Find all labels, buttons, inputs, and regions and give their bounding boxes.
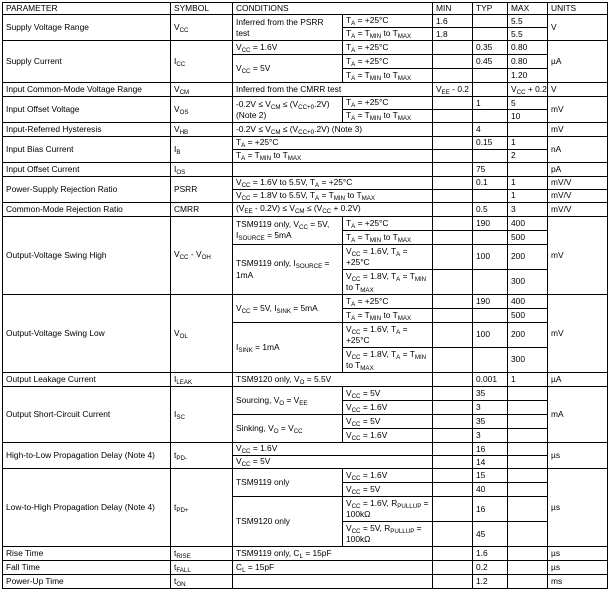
- cell-condition: [233, 575, 433, 589]
- cell-subcondition: $T_A = T_{MIN}$ to $T_{MAX}$: [343, 230, 433, 244]
- header-max: MAX: [508, 3, 548, 15]
- cell-parameter: Rise Time: [3, 547, 171, 561]
- cell-min: [433, 429, 473, 443]
- cell-max: 500: [508, 309, 548, 323]
- cell-max: [508, 401, 548, 415]
- table-row: [3, 41, 608, 55]
- cell-subcondition: $T_A = +25^\circ C$: [343, 97, 433, 110]
- cell-typ: 40: [473, 483, 508, 497]
- cell-units: V: [548, 15, 608, 41]
- cell-typ: 15: [473, 469, 508, 483]
- table-row: [3, 83, 608, 97]
- cell-max: [508, 547, 548, 561]
- cell-typ: [473, 15, 508, 28]
- cell-condition: $V_{CC} = 1.8V$ to 5.5V, $T_A = T_{MIN}$ to $T_{MAX}$: [233, 189, 433, 202]
- cell-condition: TSM9119 only, $C_L = 15pF$: [233, 547, 433, 561]
- cell-min: 1.6: [433, 15, 473, 28]
- cell-min: [433, 202, 473, 216]
- cell-typ: [473, 189, 508, 202]
- cell-units: ms: [548, 575, 608, 589]
- cell-typ: 1: [473, 97, 508, 110]
- cell-symbol: $V_{OS}$: [171, 97, 233, 123]
- cell-min: [433, 575, 473, 589]
- header-min: MIN: [433, 3, 473, 15]
- cell-condition: Sinking, $V_O = V_{CC}$: [233, 415, 343, 443]
- cell-subcondition: $T_A = T_{MIN}$ to $T_{MAX}$: [343, 69, 433, 83]
- cell-symbol: $I_{LEAK}$: [171, 373, 233, 387]
- cell-units: µs: [548, 561, 608, 575]
- cell-units: µs: [548, 443, 608, 469]
- cell-typ: 1.6: [473, 547, 508, 561]
- cell-typ: [473, 230, 508, 244]
- cell-max: 2: [508, 150, 548, 163]
- table-row: [3, 469, 608, 483]
- cell-typ: 100: [473, 244, 508, 269]
- cell-subcondition: $V_{CC} = 1.8V$, $T_A = T_{MIN}$ to $T_{MAX}$: [343, 269, 433, 294]
- cell-min: [433, 69, 473, 83]
- cell-subcondition: $V_{CC} = 5V$: [343, 483, 433, 497]
- header-symbol: SYMBOL: [171, 3, 233, 15]
- header-conditions: CONDITIONS: [233, 3, 433, 15]
- cell-parameter: Output-Voltage Swing Low: [3, 295, 171, 373]
- cell-min: [433, 230, 473, 244]
- cell-subcondition: $T_A = T_{MIN}$ to $T_{MAX}$: [233, 150, 433, 163]
- cell-symbol: $I_{OS}$: [171, 163, 233, 177]
- cell-parameter: Low-to-High Propagation Delay (Note 4): [3, 469, 171, 547]
- cell-subcondition: $T_A = +25^\circ C$: [343, 295, 433, 309]
- cell-max: [508, 163, 548, 177]
- cell-min: [433, 97, 473, 110]
- cell-subcondition: $V_{CC} = 1.6V$, $T_A = +25^\circ C$: [343, 323, 433, 348]
- cell-min: [433, 176, 473, 189]
- cell-max: 1.20: [508, 69, 548, 83]
- cell-symbol: $I_{SC}$: [171, 387, 233, 443]
- cell-units: V: [548, 83, 608, 97]
- table-row: [3, 216, 608, 230]
- table-row: [3, 373, 608, 387]
- cell-parameter: Supply Voltage Range: [3, 15, 171, 41]
- cell-parameter: Input Common-Mode Voltage Range: [3, 83, 171, 97]
- table-row: [3, 15, 608, 28]
- cell-parameter: Output-Voltage Swing High: [3, 216, 171, 294]
- cell-min: [433, 137, 473, 150]
- cell-max: 5.5: [508, 28, 548, 41]
- cell-typ: 16: [473, 497, 508, 522]
- cell-subcondition: $V_{CC} = 5V$: [343, 387, 433, 401]
- cell-subcondition: $V_{CC} = 5V$: [233, 456, 433, 469]
- cell-symbol: $I_{CC}$: [171, 41, 233, 83]
- cell-condition: TSM9119 only, $V_{CC} = 5V$, $I_{SOURCE} = 5mA$: [233, 216, 343, 244]
- cell-subcondition: $T_A = T_{MIN}$ to $T_{MAX}$: [343, 28, 433, 41]
- table-row: [3, 575, 608, 589]
- cell-condition: $(V_{EE} - 0.2V) \le V_{CM} \le (V_{CC} + 0.2V)$: [233, 202, 433, 216]
- table-row: [3, 443, 608, 456]
- cell-max: $V_{CC} + 0.2$: [508, 83, 548, 97]
- table-row: [3, 387, 608, 401]
- cell-symbol: $t_{ON}$: [171, 575, 233, 589]
- cell-symbol: $V_{OL}$: [171, 295, 233, 373]
- cell-condition: $V_{CC} = 5V$: [233, 55, 343, 83]
- cell-typ: 0.15: [473, 137, 508, 150]
- cell-units: mV/V: [548, 189, 608, 202]
- cell-typ: [473, 83, 508, 97]
- cell-min: [433, 387, 473, 401]
- table-row: [3, 97, 608, 110]
- cell-min: [433, 469, 473, 483]
- cell-condition: $-0.2V \le V_{CM} \le (V_{CC+0}.2V)$ (Note 2): [233, 97, 343, 123]
- cell-parameter: Fall Time: [3, 561, 171, 575]
- cell-parameter: Input Offset Current: [3, 163, 171, 177]
- cell-symbol: $t_{PD+}$: [171, 469, 233, 547]
- table-body: [3, 3, 608, 589]
- cell-min: [433, 373, 473, 387]
- cell-min: [433, 561, 473, 575]
- cell-min: [433, 110, 473, 123]
- cell-typ: [473, 269, 508, 294]
- cell-typ: 75: [473, 163, 508, 177]
- cell-max: [508, 456, 548, 469]
- cell-units: mV: [548, 123, 608, 137]
- cell-max: [508, 387, 548, 401]
- cell-subcondition: $T_A = +25^\circ C$: [343, 55, 433, 69]
- cell-condition: TSM9120 only, $V_O = 5.5V$: [233, 373, 433, 387]
- cell-parameter: Input Bias Current: [3, 137, 171, 163]
- cell-units: µs: [548, 547, 608, 561]
- cell-max: 400: [508, 216, 548, 230]
- cell-typ: 35: [473, 387, 508, 401]
- table-row: [3, 123, 608, 137]
- table-row: [3, 137, 608, 150]
- cell-max: 500: [508, 230, 548, 244]
- cell-condition: $C_L = 15pF$: [233, 561, 433, 575]
- cell-typ: 0.1: [473, 176, 508, 189]
- cell-min: [433, 522, 473, 547]
- cell-subcondition: $T_A = +25^\circ C$: [343, 15, 433, 28]
- cell-max: [508, 469, 548, 483]
- cell-typ: 190: [473, 216, 508, 230]
- cell-min: [433, 309, 473, 323]
- cell-max: 300: [508, 269, 548, 294]
- cell-min: [433, 415, 473, 429]
- cell-min: [433, 150, 473, 163]
- cell-subcondition: $V_{CC} = 1.6V$, $R_{PULLUP} = 100k\Omega$: [343, 497, 433, 522]
- cell-parameter: Output Leakage Current: [3, 373, 171, 387]
- cell-max: 10: [508, 110, 548, 123]
- cell-condition: Inferred from the PSRR test: [233, 15, 343, 41]
- cell-typ: [473, 69, 508, 83]
- cell-typ: 190: [473, 295, 508, 309]
- cell-typ: 45: [473, 522, 508, 547]
- cell-min: [433, 216, 473, 230]
- cell-max: [508, 415, 548, 429]
- cell-max: 5.5: [508, 15, 548, 28]
- cell-parameter: Power-Supply Rejection Ratio: [3, 176, 171, 202]
- cell-typ: [473, 28, 508, 41]
- cell-subcondition: $T_A = +25^\circ C$: [233, 137, 433, 150]
- cell-units: µA: [548, 41, 608, 83]
- cell-min: [433, 41, 473, 55]
- cell-max: [508, 429, 548, 443]
- cell-typ: [473, 309, 508, 323]
- cell-subcondition: $V_{CC} = 1.6V$, $T_A = +25^\circ C$: [343, 244, 433, 269]
- cell-symbol: CMRR: [171, 202, 233, 216]
- cell-typ: 100: [473, 323, 508, 348]
- cell-condition: Sourcing, $V_O = V_{EE}$: [233, 387, 343, 415]
- cell-min: [433, 456, 473, 469]
- cell-parameter: High-to-Low Propagation Delay (Note 4): [3, 443, 171, 469]
- cell-min: [433, 163, 473, 177]
- cell-subcondition: $V_{CC} = 5V$: [343, 415, 433, 429]
- cell-typ: 0.35: [473, 41, 508, 55]
- cell-max: [508, 561, 548, 575]
- cell-condition: Inferred from the CMRR test: [233, 83, 433, 97]
- cell-min: [433, 497, 473, 522]
- cell-max: 0.80: [508, 55, 548, 69]
- cell-subcondition: $V_{CC} = 5V$, $R_{PULLUP} = 100k\Omega$: [343, 522, 433, 547]
- cell-symbol: $V_{CM}$: [171, 83, 233, 97]
- cell-max: 1: [508, 176, 548, 189]
- cell-max: 200: [508, 244, 548, 269]
- cell-symbol: $t_{FALL}$: [171, 561, 233, 575]
- cell-subcondition: $T_A = T_{MIN}$ to $T_{MAX}$: [343, 309, 433, 323]
- cell-typ: 3: [473, 401, 508, 415]
- cell-symbol: $V_{CC}$: [171, 15, 233, 41]
- table-row: [3, 547, 608, 561]
- cell-condition: $V_{CC} = 5V$, $I_{SINK} = 5mA$: [233, 295, 343, 323]
- cell-subcondition: $V_{CC} = 1.6V$: [343, 429, 433, 443]
- cell-condition: TSM9119 only, $I_{SOURCE} = 1mA$: [233, 244, 343, 294]
- cell-units: pA: [548, 163, 608, 177]
- cell-units: mA: [548, 387, 608, 443]
- cell-subcondition: $V_{CC} = 1.6V$: [343, 401, 433, 415]
- cell-condition: $V_{CC} = 1.6V$: [233, 41, 343, 55]
- cell-parameter: Supply Current: [3, 41, 171, 83]
- cell-typ: 3: [473, 429, 508, 443]
- cell-subcondition: $T_A = +25^\circ C$: [343, 41, 433, 55]
- cell-typ: [473, 150, 508, 163]
- cell-typ: 0.45: [473, 55, 508, 69]
- cell-min: [433, 123, 473, 137]
- cell-typ: 0.2: [473, 561, 508, 575]
- cell-symbol: PSRR: [171, 176, 233, 202]
- cell-max: [508, 497, 548, 522]
- cell-max: [508, 443, 548, 456]
- cell-subcondition: $T_A = +25^\circ C$: [343, 216, 433, 230]
- cell-units: mV/V: [548, 202, 608, 216]
- cell-min: 1.8: [433, 28, 473, 41]
- cell-parameter: Input-Referred Hysteresis: [3, 123, 171, 137]
- table-row: [3, 295, 608, 309]
- cell-symbol: $t_{PD-}$: [171, 443, 233, 469]
- cell-units: µA: [548, 373, 608, 387]
- cell-units: mV: [548, 97, 608, 123]
- cell-condition: [233, 163, 433, 177]
- electrical-characteristics-table: [2, 2, 608, 589]
- cell-min: [433, 348, 473, 373]
- cell-min: $V_{EE} - 0.2$: [433, 83, 473, 97]
- cell-typ: [473, 348, 508, 373]
- cell-subcondition: $T_A = T_{MIN}$ to $T_{MAX}$: [343, 110, 433, 123]
- cell-parameter: Power-Up Time: [3, 575, 171, 589]
- cell-max: 0.80: [508, 41, 548, 55]
- table-row: [3, 561, 608, 575]
- cell-subcondition: $V_{CC} = 1.6V$: [343, 469, 433, 483]
- cell-symbol: $I_B$: [171, 137, 233, 163]
- cell-max: [508, 575, 548, 589]
- cell-max: 400: [508, 295, 548, 309]
- cell-typ: 1.2: [473, 575, 508, 589]
- cell-min: [433, 401, 473, 415]
- header-units: UNITS: [548, 3, 608, 15]
- cell-min: [433, 189, 473, 202]
- cell-condition: TSM9120 only: [233, 497, 343, 547]
- cell-typ: 4: [473, 123, 508, 137]
- cell-max: [508, 483, 548, 497]
- cell-symbol: $V_{CC} - V_{OH}$: [171, 216, 233, 294]
- cell-condition: TSM9119 only: [233, 469, 343, 497]
- header-typ: TYP: [473, 3, 508, 15]
- table-row: [3, 176, 608, 189]
- cell-max: 200: [508, 323, 548, 348]
- cell-typ: 35: [473, 415, 508, 429]
- cell-symbol: $V_{HB}$: [171, 123, 233, 137]
- header-parameter: PARAMETER: [3, 3, 171, 15]
- cell-parameter: Common-Mode Rejection Ratio: [3, 202, 171, 216]
- cell-max: 1: [508, 189, 548, 202]
- cell-min: [433, 547, 473, 561]
- cell-max: 1: [508, 373, 548, 387]
- cell-condition: $-0.2V \le V_{CM} \le (V_{CC+0}.2V)$ (Note 3): [233, 123, 433, 137]
- cell-min: [433, 55, 473, 69]
- table-row: [3, 202, 608, 216]
- cell-max: 300: [508, 348, 548, 373]
- cell-parameter: Input Offset Voltage: [3, 97, 171, 123]
- cell-units: mV: [548, 295, 608, 373]
- cell-subcondition: $V_{CC} = 1.6V$: [233, 443, 433, 456]
- cell-units: mV: [548, 216, 608, 294]
- cell-max: [508, 123, 548, 137]
- cell-condition: $I_{SINK} = 1mA$: [233, 323, 343, 373]
- cell-symbol: $t_{RISE}$: [171, 547, 233, 561]
- table-row: [3, 163, 608, 177]
- cell-condition: $V_{CC} = 1.6V$ to 5.5V, $T_A = +25^\circ C$: [233, 176, 433, 189]
- cell-subcondition: $V_{CC} = 1.8V$, $T_A = T_{MIN}$ to $T_{MAX}$: [343, 348, 433, 373]
- cell-min: [433, 483, 473, 497]
- table-header-row: [3, 3, 608, 15]
- cell-parameter: Output Short-Circuit Current: [3, 387, 171, 443]
- cell-max: 1: [508, 137, 548, 150]
- cell-typ: 16: [473, 443, 508, 456]
- cell-max: 3: [508, 202, 548, 216]
- cell-typ: 0.001: [473, 373, 508, 387]
- cell-units: µs: [548, 469, 608, 547]
- cell-max: 5: [508, 97, 548, 110]
- cell-typ: 14: [473, 456, 508, 469]
- cell-typ: 0.5: [473, 202, 508, 216]
- cell-min: [433, 269, 473, 294]
- cell-units: nA: [548, 137, 608, 163]
- cell-min: [433, 323, 473, 348]
- cell-typ: [473, 110, 508, 123]
- cell-units: mV/V: [548, 176, 608, 189]
- cell-min: [433, 443, 473, 456]
- cell-min: [433, 244, 473, 269]
- cell-max: [508, 522, 548, 547]
- cell-min: [433, 295, 473, 309]
